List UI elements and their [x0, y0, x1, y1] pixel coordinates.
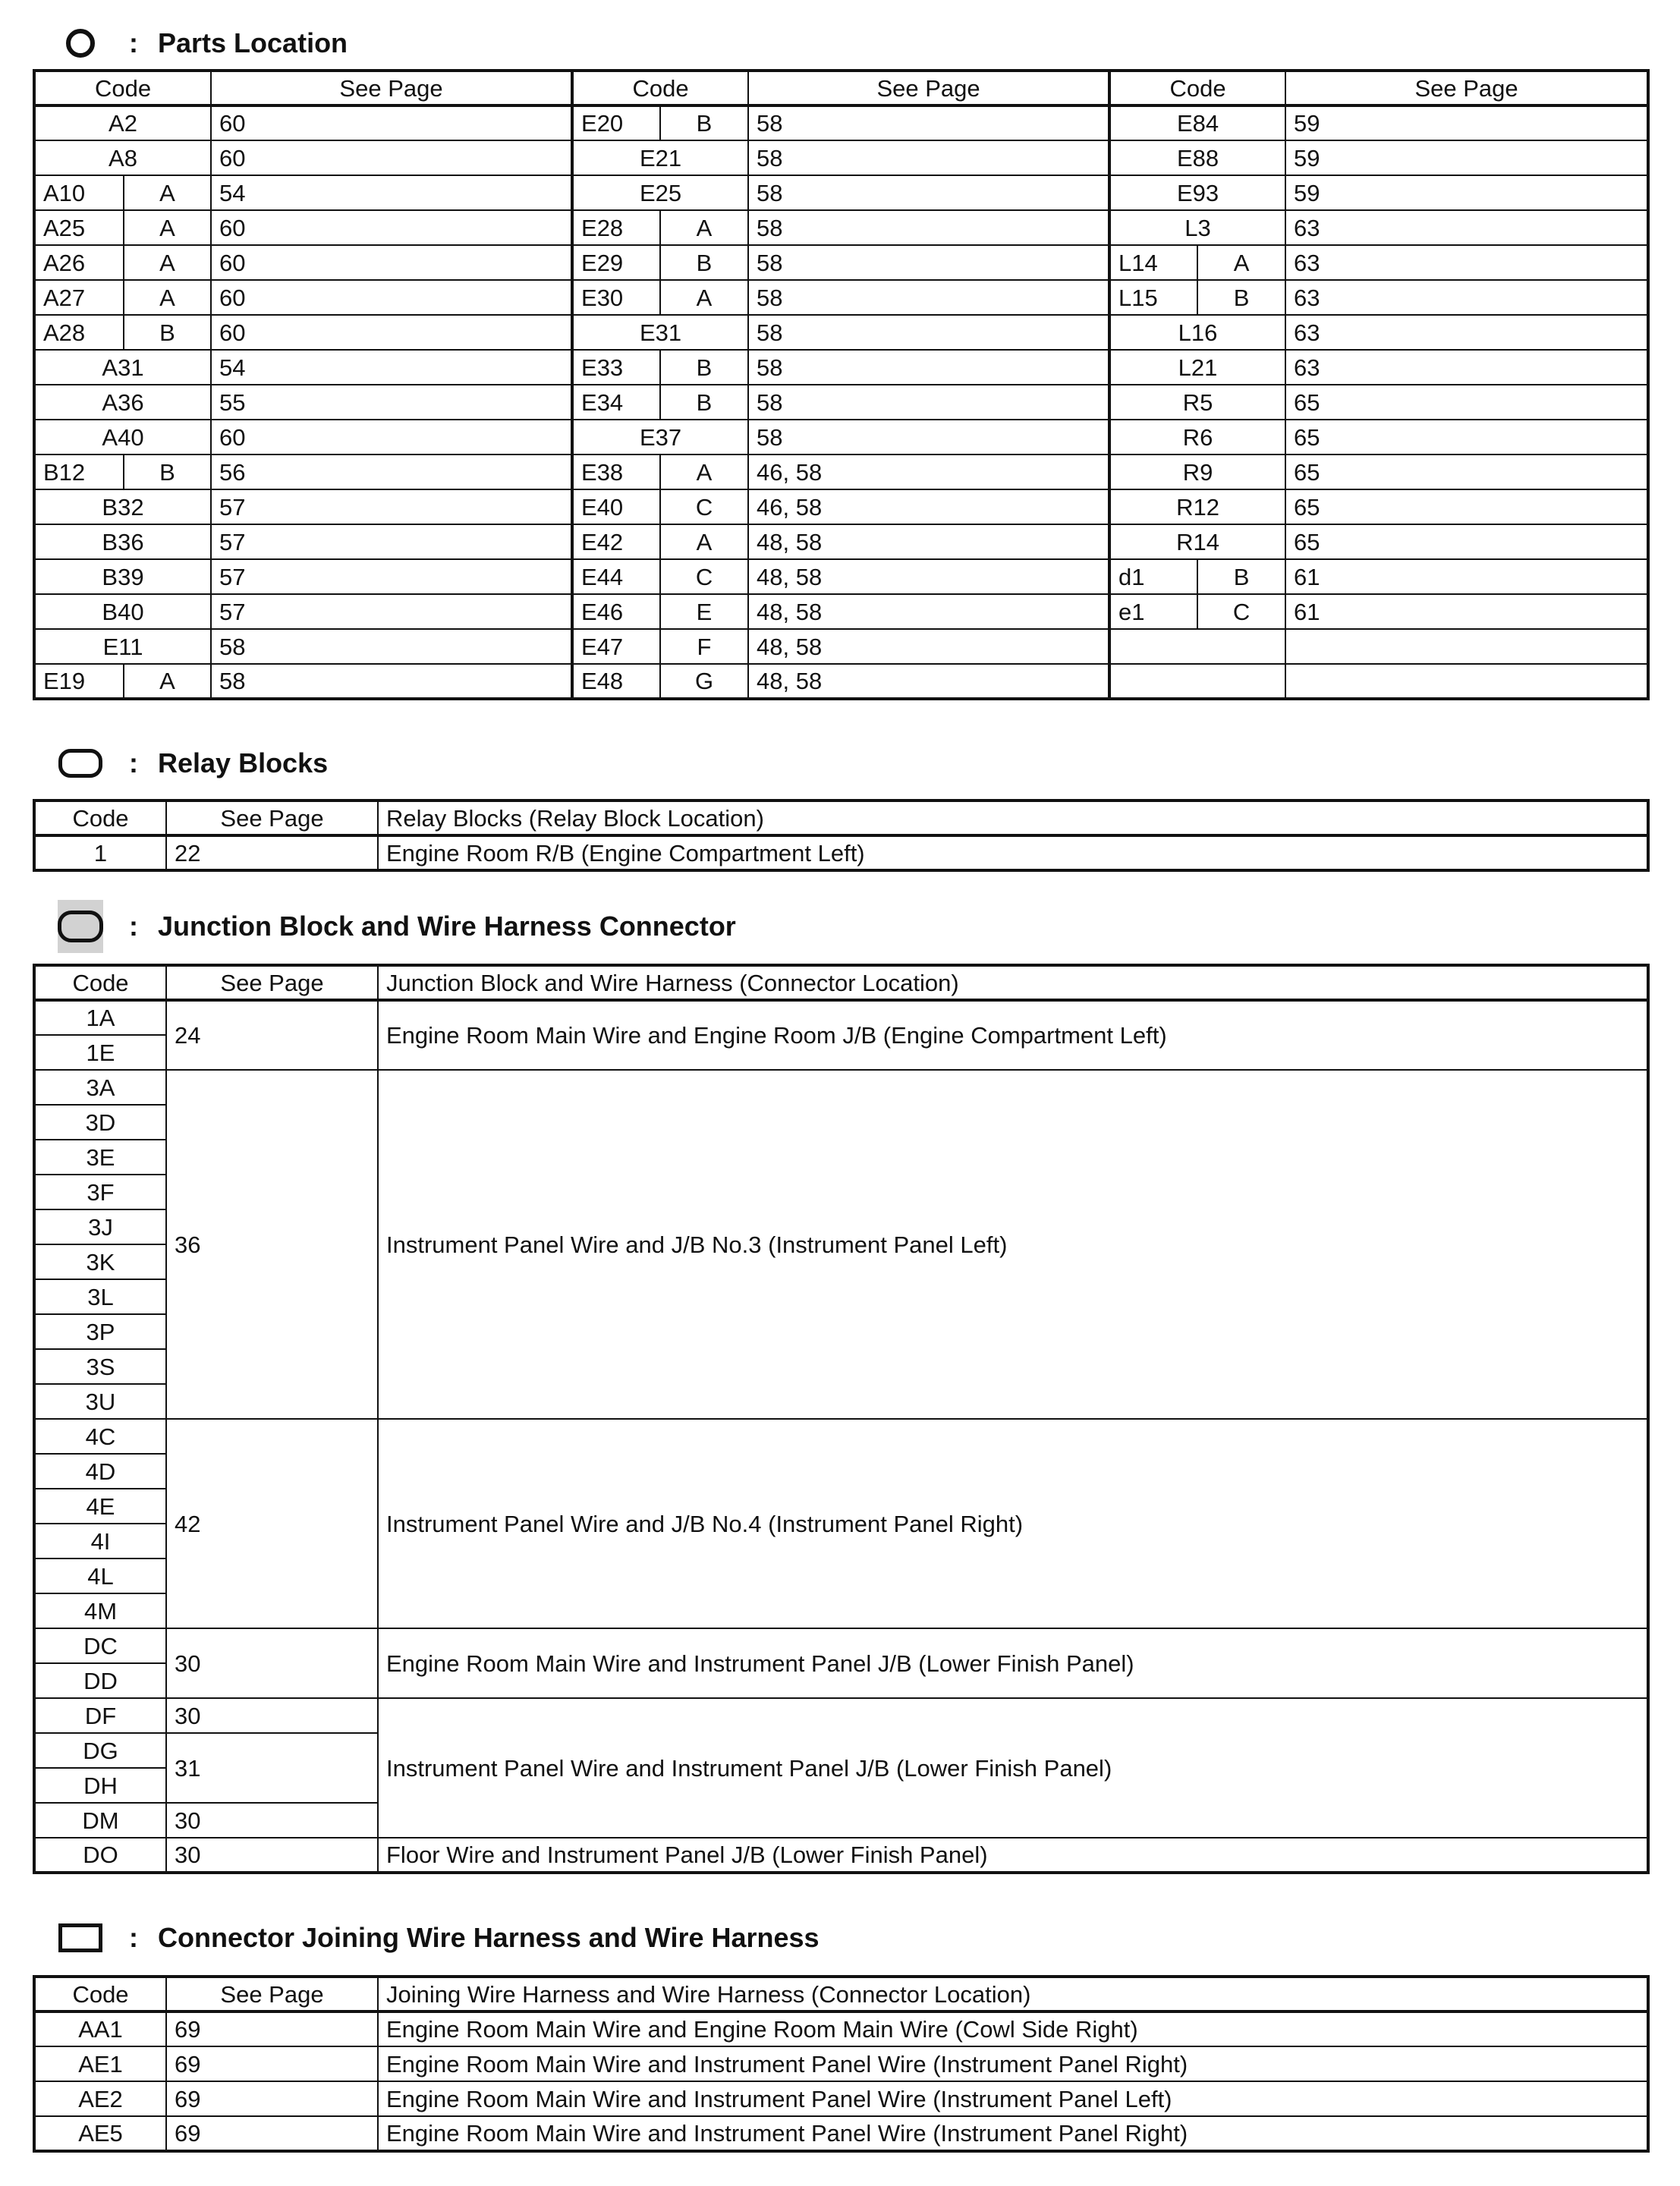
table-row — [34, 835, 1648, 870]
header-see-page: See Page — [748, 71, 1109, 105]
cell-see-page: 57 — [211, 489, 572, 524]
table-row — [34, 315, 1648, 350]
section-colon: : — [129, 747, 138, 778]
header-see-page: See Page — [211, 71, 572, 105]
cell-code: A40 — [34, 420, 211, 454]
table-row — [34, 1698, 1648, 1733]
cell-description: Instrument Panel Wire and Instrument Panel J/B (Lower Finish Panel) — [378, 1698, 1648, 1838]
cell-description: Instrument Panel Wire and J/B No.4 (Instrument Panel Right) — [378, 1419, 1648, 1628]
cell-code: 3F — [34, 1175, 166, 1209]
table-row — [34, 1628, 1648, 1663]
cell-sub-code: G — [660, 664, 748, 699]
cell-see-page: 46, 58 — [748, 454, 1109, 489]
cell-sub-code: B — [660, 105, 748, 140]
cell-see-page: 58 — [748, 140, 1109, 175]
cell-code: E25 — [572, 175, 748, 210]
cell-code: A26 — [34, 245, 124, 280]
cell-see-page: 60 — [211, 420, 572, 454]
table-header-row — [34, 965, 1648, 1000]
rounded-rect-shaded-icon — [58, 907, 103, 945]
cell-code: E29 — [572, 245, 660, 280]
table-row — [34, 2081, 1648, 2116]
cell-code: 3A — [34, 1070, 166, 1105]
cell-code: B32 — [34, 489, 211, 524]
cell-see-page: 42 — [166, 1419, 378, 1628]
cell-code: 3S — [34, 1349, 166, 1384]
section-title: Junction Block and Wire Harness Connector — [158, 911, 736, 942]
cell-code: 1E — [34, 1035, 166, 1070]
section-header-relay-blocks — [58, 741, 328, 786]
cell-see-page: 36 — [166, 1070, 378, 1419]
cell-description: Engine Room Main Wire and Instrument Panel Wire (Instrument Panel Left) — [378, 2081, 1648, 2116]
cell-see-page: 54 — [211, 350, 572, 385]
cell-code: R12 — [1109, 489, 1285, 524]
cell-see-page: 58 — [211, 629, 572, 664]
cell-code: B12 — [34, 454, 124, 489]
cell-see-page: 69 — [166, 2081, 378, 2116]
cell-code: L15 — [1109, 280, 1197, 315]
table-row — [34, 245, 1648, 280]
parts-location-table — [33, 69, 1650, 700]
cell-see-page: 58 — [748, 280, 1109, 315]
cell-sub-code: C — [1197, 594, 1285, 629]
table-row — [34, 210, 1648, 245]
cell-code: A10 — [34, 175, 124, 210]
table-row — [34, 1070, 1648, 1105]
header-description: Joining Wire Harness and Wire Harness (Connector Location) — [378, 1977, 1648, 2011]
cell-sub-code: A — [1197, 245, 1285, 280]
cell-sub-code: A — [124, 664, 211, 699]
cell-see-page: 69 — [166, 2116, 378, 2151]
cell-code: DH — [34, 1768, 166, 1803]
header-description: Relay Blocks (Relay Block Location) — [378, 800, 1648, 835]
cell-sub-code: E — [660, 594, 748, 629]
square-icon — [58, 1919, 103, 1957]
cell-see-page: 59 — [1285, 105, 1648, 140]
header-description: Junction Block and Wire Harness (Connector Location) — [378, 965, 1648, 1000]
table-row — [34, 489, 1648, 524]
cell-see-page: 30 — [166, 1698, 378, 1733]
cell-code: DM — [34, 1803, 166, 1838]
section-colon: : — [129, 27, 138, 58]
cell-see-page: 22 — [166, 835, 378, 870]
cell-code: 4L — [34, 1559, 166, 1593]
cell-see-page: 60 — [211, 315, 572, 350]
cell-see-page: 65 — [1285, 385, 1648, 420]
connector-joining-table — [33, 1975, 1650, 2153]
cell-sub-code: C — [660, 489, 748, 524]
cell-code: A36 — [34, 385, 211, 420]
cell-code: A25 — [34, 210, 124, 245]
cell-see-page: 63 — [1285, 350, 1648, 385]
cell-code: L3 — [1109, 210, 1285, 245]
cell-sub-code: A — [124, 175, 211, 210]
cell-see-page: 56 — [211, 454, 572, 489]
cell-description: Engine Room Main Wire and Instrument Panel J/B (Lower Finish Panel) — [378, 1628, 1648, 1698]
cell-code: E48 — [572, 664, 660, 699]
cell-code: AA1 — [34, 2011, 166, 2046]
cell-sub-code: A — [124, 280, 211, 315]
cell-see-page — [1285, 664, 1648, 699]
cell-description: Engine Room Main Wire and Engine Room Main Wire (Cowl Side Right) — [378, 2011, 1648, 2046]
cell-see-page: 69 — [166, 2046, 378, 2081]
cell-code: E84 — [1109, 105, 1285, 140]
table-row — [34, 559, 1648, 594]
cell-code: AE5 — [34, 2116, 166, 2151]
table-row — [34, 629, 1648, 664]
cell-see-page: 58 — [748, 350, 1109, 385]
section-header-connector-joining — [58, 1915, 820, 1961]
section-title: Relay Blocks — [158, 747, 329, 778]
cell-code: E33 — [572, 350, 660, 385]
cell-code: A27 — [34, 280, 124, 315]
table-row — [34, 420, 1648, 454]
table-row — [34, 175, 1648, 210]
cell-code: DC — [34, 1628, 166, 1663]
cell-see-page: 63 — [1285, 280, 1648, 315]
cell-code: E46 — [572, 594, 660, 629]
cell-sub-code: B — [660, 245, 748, 280]
table-row — [34, 1419, 1648, 1454]
table-row — [34, 454, 1648, 489]
table-header-row — [34, 71, 1648, 105]
relay-blocks-table — [33, 799, 1650, 872]
header-code: Code — [34, 800, 166, 835]
cell-see-page: 65 — [1285, 489, 1648, 524]
cell-code: E31 — [572, 315, 748, 350]
cell-code: 4I — [34, 1524, 166, 1559]
cell-see-page: 65 — [1285, 524, 1648, 559]
section-header-junction-block — [58, 904, 736, 949]
table-header-row — [34, 1977, 1648, 2011]
cell-code: E38 — [572, 454, 660, 489]
cell-see-page: 57 — [211, 524, 572, 559]
table-row — [34, 2046, 1648, 2081]
cell-code: 3P — [34, 1314, 166, 1349]
cell-see-page: 58 — [748, 105, 1109, 140]
cell-code: A8 — [34, 140, 211, 175]
cell-see-page: 54 — [211, 175, 572, 210]
cell-see-page: 31 — [166, 1733, 378, 1803]
cell-code: DG — [34, 1733, 166, 1768]
cell-code — [1109, 629, 1285, 664]
cell-see-page: 59 — [1285, 175, 1648, 210]
cell-sub-code: A — [660, 524, 748, 559]
cell-see-page: 58 — [748, 385, 1109, 420]
table-header-row — [34, 800, 1648, 835]
cell-see-page: 55 — [211, 385, 572, 420]
cell-code: B36 — [34, 524, 211, 559]
cell-code: E93 — [1109, 175, 1285, 210]
cell-see-page: 63 — [1285, 315, 1648, 350]
cell-sub-code: B — [1197, 280, 1285, 315]
cell-see-page: 30 — [166, 1628, 378, 1698]
section-colon: : — [129, 1922, 138, 1953]
cell-see-page: 57 — [211, 559, 572, 594]
cell-code: d1 — [1109, 559, 1197, 594]
cell-code: AE2 — [34, 2081, 166, 2116]
cell-see-page: 60 — [211, 140, 572, 175]
cell-sub-code: C — [660, 559, 748, 594]
cell-see-page: 24 — [166, 1000, 378, 1070]
table-row — [34, 2116, 1648, 2151]
cell-sub-code: A — [660, 280, 748, 315]
cell-see-page: 60 — [211, 245, 572, 280]
cell-code: E19 — [34, 664, 124, 699]
cell-code: E34 — [572, 385, 660, 420]
cell-see-page: 60 — [211, 105, 572, 140]
cell-code: E21 — [572, 140, 748, 175]
table-row — [34, 2011, 1648, 2046]
cell-see-page: 48, 58 — [748, 594, 1109, 629]
cell-code: 4E — [34, 1489, 166, 1524]
cell-sub-code: B — [124, 315, 211, 350]
cell-code: e1 — [1109, 594, 1197, 629]
table-row — [34, 664, 1648, 699]
cell-code: E28 — [572, 210, 660, 245]
cell-code — [1109, 664, 1285, 699]
header-see-page: See Page — [166, 800, 378, 835]
table-row — [34, 350, 1648, 385]
cell-code: E30 — [572, 280, 660, 315]
cell-see-page: 58 — [748, 245, 1109, 280]
cell-code: A2 — [34, 105, 211, 140]
cell-code: 3L — [34, 1279, 166, 1314]
cell-see-page: 46, 58 — [748, 489, 1109, 524]
header-see-page: See Page — [1285, 71, 1648, 105]
section-title: Parts Location — [158, 27, 348, 58]
cell-see-page: 48, 58 — [748, 559, 1109, 594]
cell-sub-code: B — [1197, 559, 1285, 594]
cell-code: 4M — [34, 1593, 166, 1628]
cell-code: L14 — [1109, 245, 1197, 280]
cell-code: 1 — [34, 835, 166, 870]
cell-see-page: 63 — [1285, 210, 1648, 245]
cell-sub-code: B — [124, 454, 211, 489]
cell-see-page: 58 — [748, 420, 1109, 454]
cell-code: R9 — [1109, 454, 1285, 489]
table-row — [34, 385, 1648, 420]
cell-code: A28 — [34, 315, 124, 350]
table-row — [34, 1838, 1648, 1873]
table-row — [34, 1000, 1648, 1035]
cell-see-page: 61 — [1285, 559, 1648, 594]
header-see-page: See Page — [166, 1977, 378, 2011]
cell-code: AE1 — [34, 2046, 166, 2081]
header-code: Code — [572, 71, 748, 105]
header-code: Code — [1109, 71, 1285, 105]
cell-see-page: 30 — [166, 1838, 378, 1873]
table-row — [34, 140, 1648, 175]
cell-code: E88 — [1109, 140, 1285, 175]
cell-see-page: 58 — [748, 210, 1109, 245]
cell-see-page: 58 — [211, 664, 572, 699]
cell-code: R5 — [1109, 385, 1285, 420]
cell-code: A31 — [34, 350, 211, 385]
header-code: Code — [34, 71, 211, 105]
cell-see-page: 65 — [1285, 454, 1648, 489]
cell-code: 3D — [34, 1105, 166, 1140]
cell-see-page: 48, 58 — [748, 629, 1109, 664]
section-colon: : — [129, 911, 138, 942]
cell-code: R6 — [1109, 420, 1285, 454]
cell-description: Engine Room Main Wire and Engine Room J/B (Engine Compartment Left) — [378, 1000, 1648, 1070]
table-row — [34, 594, 1648, 629]
cell-code: L16 — [1109, 315, 1285, 350]
section-header-parts-location — [58, 20, 348, 66]
cell-description: Floor Wire and Instrument Panel J/B (Lower Finish Panel) — [378, 1838, 1648, 1873]
cell-sub-code: A — [124, 210, 211, 245]
cell-see-page — [1285, 629, 1648, 664]
cell-description: Engine Room Main Wire and Instrument Panel Wire (Instrument Panel Right) — [378, 2046, 1648, 2081]
cell-code: DO — [34, 1838, 166, 1873]
cell-see-page: 59 — [1285, 140, 1648, 175]
cell-see-page: 69 — [166, 2011, 378, 2046]
cell-see-page: 30 — [166, 1803, 378, 1838]
cell-code: E37 — [572, 420, 748, 454]
cell-see-page: 60 — [211, 210, 572, 245]
cell-see-page: 57 — [211, 594, 572, 629]
cell-sub-code: B — [660, 385, 748, 420]
cell-sub-code: A — [660, 454, 748, 489]
cell-see-page: 65 — [1285, 420, 1648, 454]
cell-code: E40 — [572, 489, 660, 524]
table-row — [34, 280, 1648, 315]
cell-see-page: 48, 58 — [748, 664, 1109, 699]
cell-see-page: 58 — [748, 175, 1109, 210]
cell-code: 1A — [34, 1000, 166, 1035]
cell-code: 4C — [34, 1419, 166, 1454]
header-see-page: See Page — [166, 965, 378, 1000]
table-row — [34, 105, 1648, 140]
cell-code: 3J — [34, 1209, 166, 1244]
cell-description: Engine Room R/B (Engine Compartment Left) — [378, 835, 1648, 870]
cell-code: B39 — [34, 559, 211, 594]
cell-code: 3U — [34, 1384, 166, 1419]
cell-code: 3E — [34, 1140, 166, 1175]
cell-code: DF — [34, 1698, 166, 1733]
cell-description: Engine Room Main Wire and Instrument Panel Wire (Instrument Panel Right) — [378, 2116, 1648, 2151]
header-code: Code — [34, 1977, 166, 2011]
circle-icon — [58, 24, 103, 62]
cell-sub-code: B — [660, 350, 748, 385]
section-title: Connector Joining Wire Harness and Wire Harness — [158, 1922, 820, 1953]
junction-block-table — [33, 964, 1650, 1874]
cell-code: E47 — [572, 629, 660, 664]
cell-see-page: 60 — [211, 280, 572, 315]
cell-code: E42 — [572, 524, 660, 559]
rounded-rect-icon — [58, 744, 103, 782]
table-row — [34, 524, 1648, 559]
cell-code: E44 — [572, 559, 660, 594]
cell-description: Instrument Panel Wire and J/B No.3 (Instrument Panel Left) — [378, 1070, 1648, 1419]
cell-code: DD — [34, 1663, 166, 1698]
cell-see-page: 61 — [1285, 594, 1648, 629]
cell-code: E11 — [34, 629, 211, 664]
cell-see-page: 58 — [748, 315, 1109, 350]
header-code: Code — [34, 965, 166, 1000]
cell-code: R14 — [1109, 524, 1285, 559]
cell-see-page: 63 — [1285, 245, 1648, 280]
cell-sub-code: F — [660, 629, 748, 664]
cell-code: L21 — [1109, 350, 1285, 385]
cell-code: 3K — [34, 1244, 166, 1279]
cell-sub-code: A — [660, 210, 748, 245]
cell-code: 4D — [34, 1454, 166, 1489]
cell-see-page: 48, 58 — [748, 524, 1109, 559]
cell-code: B40 — [34, 594, 211, 629]
cell-sub-code: A — [124, 245, 211, 280]
cell-code: E20 — [572, 105, 660, 140]
